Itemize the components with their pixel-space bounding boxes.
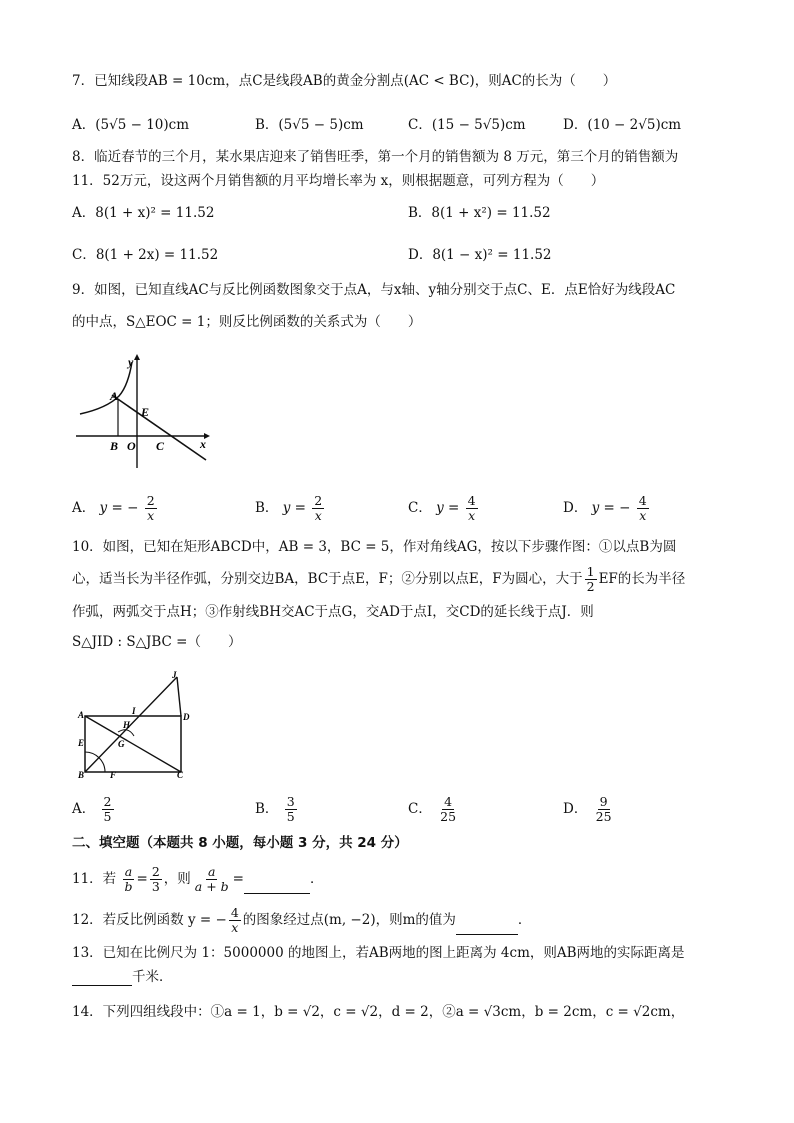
q9-label-a: A	[110, 389, 119, 403]
q7-option-a: A．(5√5 − 10)cm	[72, 117, 189, 133]
q10-label-a: A	[78, 710, 85, 720]
q10-label-d: D	[183, 712, 190, 722]
q10-option-c	[408, 795, 460, 824]
q10-line-dj	[177, 677, 181, 716]
q10-option-b	[255, 795, 299, 824]
q11-prefix: 11．若	[72, 871, 117, 887]
q13-unit: 千米．	[132, 969, 173, 985]
q10-label-h: H	[123, 720, 131, 730]
q9-option-b-lhs: y =	[282, 500, 306, 516]
q9-option-d	[563, 494, 651, 523]
q14-line-1: 14．下列四组线段中：①a = 1，b = √2，c = √2，d = 2，②a = √3cm，b = 2cm，c = √2cm，	[72, 1004, 685, 1020]
q11-f3-num: a	[207, 864, 216, 879]
q8-option-a: A．8(1 + x)² = 11.52	[72, 205, 215, 221]
q10-label-b: B	[78, 770, 85, 780]
q9-label-c: C	[156, 439, 165, 453]
q11-fraction-ab	[122, 865, 134, 894]
q10-option-a	[72, 795, 116, 824]
q10-option-c-letter: C．	[408, 801, 432, 817]
q9-option-c-lhs: y =	[436, 500, 460, 516]
q10-diagonal-ac	[85, 716, 181, 772]
q10-option-d-den: 25	[595, 809, 612, 824]
q10-label-j: J	[172, 670, 177, 680]
q8-option-d: D．8(1 − x)² = 11.52	[408, 247, 552, 263]
q9-option-a	[72, 494, 159, 523]
q10-option-c-den: 25	[440, 809, 457, 824]
q9-option-a-num: 2	[146, 493, 155, 508]
q12-den: x	[231, 920, 239, 935]
q10-line-2-end: EF的长为半径	[598, 571, 686, 587]
q9-option-b-den: x	[314, 508, 322, 523]
q8-line-2: 11．52万元，设这两个月销售额的月平均增长率为 x，则根据题意，可列方程为（ ）	[72, 173, 605, 189]
q11-mid: ，则	[163, 871, 191, 887]
q10-option-b-den: 5	[286, 809, 295, 824]
q7-option-d: D．(10 − 2√5)cm	[563, 117, 682, 133]
q9-figure	[72, 352, 212, 477]
q9-option-d-num: 4	[638, 493, 647, 508]
q10-option-a-fraction	[102, 795, 114, 824]
q11-fraction-23	[150, 865, 162, 894]
q9-option-c	[408, 494, 480, 523]
q10-option-d	[563, 795, 616, 824]
q9-label-o: O	[127, 439, 136, 453]
q10-label-c: C	[177, 770, 184, 780]
q12-rest: 的图象经过点(m, −2)，则m的值为	[242, 912, 456, 928]
q10-line-3: 作弧，两弧交于点H；③作射线BH交AC于点G，交AD于点I，交CD的延长线于点J．则	[72, 604, 594, 620]
q10-label-e: E	[78, 738, 85, 748]
q8-line-1: 8．临近春节的三个月，某水果店迎来了销售旺季，第一个月的销售额为 8 万元，第三个月的销售额为	[72, 149, 679, 165]
q9-label-b: B	[110, 439, 119, 453]
q11-f2-num: 2	[151, 864, 160, 879]
q9-option-b-num: 2	[314, 493, 323, 508]
q9-label-x: x	[200, 437, 206, 451]
q8-option-c: C．8(1 + 2x) = 11.52	[72, 247, 219, 263]
q10-label-g: G	[118, 739, 125, 749]
q9-option-c-fraction	[466, 494, 478, 523]
q10-line-2	[72, 565, 685, 594]
q12-end: ．	[517, 912, 532, 928]
q11-f3-den: a + b	[194, 879, 229, 894]
q13-line-1: 13．已知在比例尺为 1：5000000 的地图上，若AB两地的图上距离为 4cm，则AB两地的实际距离是	[72, 945, 685, 961]
q10-half-num: 1	[586, 564, 595, 579]
q9-option-b-fraction	[312, 494, 324, 523]
q9-option-c-den: x	[468, 508, 476, 523]
q9-option-b	[255, 494, 326, 523]
q10-option-d-letter: D．	[563, 801, 588, 817]
q8-option-b: B．8(1 + x²) = 11.52	[408, 205, 551, 221]
q7-option-b: B．(5√5 − 5)cm	[255, 117, 364, 133]
q11-f1-den: b	[124, 879, 133, 894]
q11-tail: =	[232, 871, 244, 887]
q12-answer-blank[interactable]	[456, 920, 518, 935]
q11-fraction-target	[193, 865, 231, 894]
q9-option-a-sign: −	[127, 500, 139, 516]
q9-option-a-den: x	[147, 508, 155, 523]
q7-option-c: C．(15 − 5√5)cm	[408, 117, 526, 133]
q9-option-a-letter: A．	[72, 500, 96, 516]
q9-option-d-fraction	[637, 494, 649, 523]
q10-option-b-num: 3	[286, 794, 295, 809]
q10-line-2-start: 心，适当长为半径作弧，分别交边BA，BC于点E，F；②分别以点E，F为圆心，大于	[72, 571, 583, 587]
q12-fraction	[229, 906, 241, 935]
q10-label-i: I	[132, 706, 136, 716]
q9-label-y: y	[128, 355, 134, 369]
q10-line-1: 10．如图，已知在矩形ABCD中，AB = 3，BC = 5，作对角线AG，按以下步骤作图：①以点B为圆	[72, 539, 677, 555]
q10-option-b-fraction	[285, 795, 297, 824]
q9-option-c-letter: C．	[408, 500, 432, 516]
q10-option-b-letter: B．	[255, 801, 279, 817]
q9-label-e: E	[141, 405, 150, 419]
section-2-heading: 二、填空题（本题共 8 小题，每小题 3 分，共 24 分）	[72, 835, 408, 851]
q11-f2-den: 3	[151, 879, 160, 894]
q12-line	[72, 906, 531, 935]
q10-option-a-den: 5	[103, 809, 112, 824]
q10-label-f: F	[110, 770, 117, 780]
q10-figure	[76, 668, 196, 780]
q7-stem: 7．已知线段AB = 10cm，点C是线段AB的黄金分割点(AC < BC)，则AC的长为（ ）	[72, 73, 617, 89]
q9-option-a-fraction	[145, 494, 157, 523]
q9-y-arrow	[134, 354, 140, 360]
q9-hyperbola	[80, 362, 132, 414]
q11-equals: =	[136, 871, 148, 887]
q10-option-d-num: 9	[599, 794, 608, 809]
q9-option-c-num: 4	[467, 493, 476, 508]
q11-f1-num: a	[124, 864, 133, 879]
q11-line	[72, 865, 323, 894]
q11-end: ．	[309, 871, 324, 887]
q9-option-d-letter: D．	[563, 500, 588, 516]
q9-option-b-letter: B．	[255, 500, 279, 516]
q13-line-2	[72, 968, 173, 986]
q9-option-a-lhs: y =	[99, 500, 123, 516]
q9-option-d-sign: −	[619, 500, 631, 516]
q13-answer-blank[interactable]	[72, 971, 132, 986]
q10-option-a-num: 2	[103, 794, 112, 809]
q10-option-d-fraction	[594, 795, 614, 824]
q12-num: 4	[230, 905, 239, 920]
q11-answer-blank[interactable]	[244, 879, 310, 894]
q10-line-4: S△JID : S△JBC =（ ）	[72, 634, 242, 650]
q9-line-2: 的中点，S△EOC = 1；则反比例函数的关系式为（ ）	[72, 314, 422, 330]
q9-line-1: 9．如图，已知直线AC与反比例函数图象交于点A，与x轴、y轴分别交于点C、E．点E恰好为线段AC	[72, 282, 676, 298]
q12-prefix: 12．若反比例函数 y = −	[72, 912, 227, 928]
q10-option-c-fraction	[438, 795, 458, 824]
q10-half-den: 2	[586, 579, 595, 594]
q9-option-d-den: x	[639, 508, 647, 523]
q10-option-c-num: 4	[444, 794, 453, 809]
q10-option-a-letter: A．	[72, 801, 96, 817]
q10-half-fraction	[585, 565, 597, 594]
q9-option-d-lhs: y =	[591, 500, 615, 516]
